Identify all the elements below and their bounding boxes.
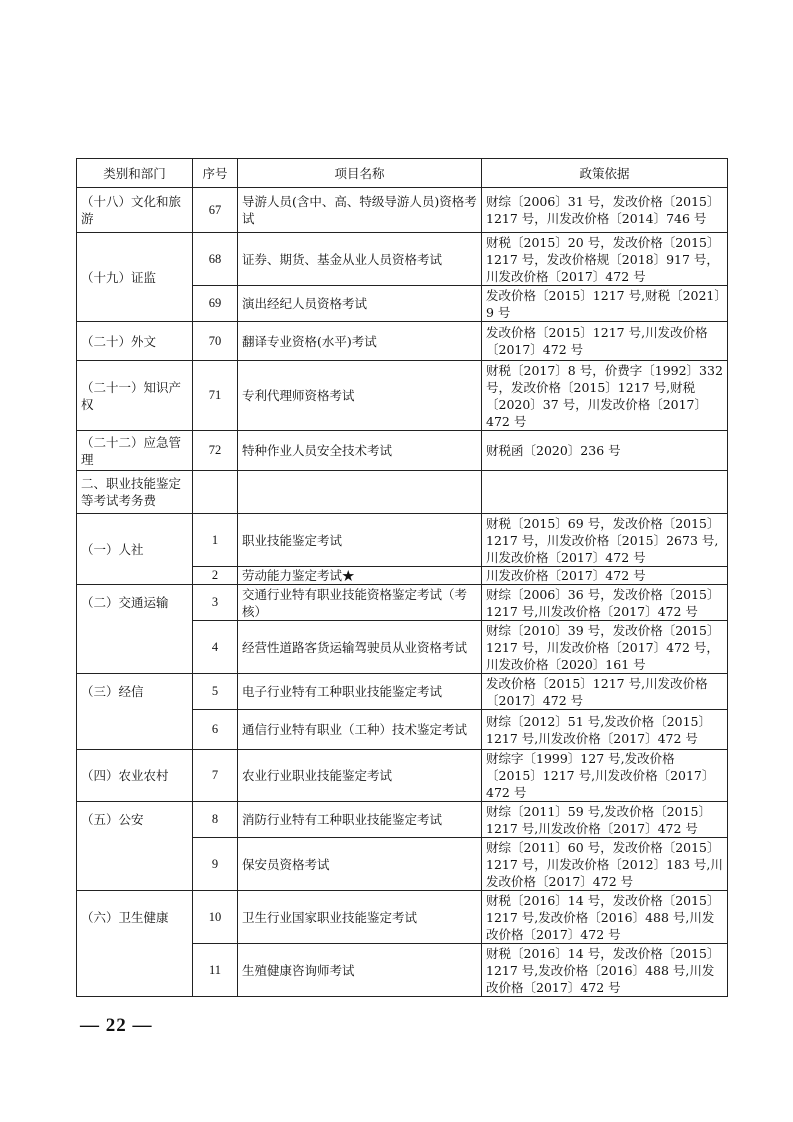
seq-cell: 70 xyxy=(193,322,238,361)
seq-cell: 72 xyxy=(193,431,238,471)
seq-cell: 68 xyxy=(193,233,238,286)
name-cell: 卫生行业国家职业技能鉴定考试 xyxy=(238,891,482,944)
header-category: 类别和部门 xyxy=(77,159,193,188)
basis-cell: 财综〔2012〕51 号,发改价格〔2015〕1217 号,川发改价格〔2017〕472 号 xyxy=(482,710,728,750)
basis-cell: 财综〔2006〕31 号，发改价格〔2015〕1217 号，川发改价格〔2014〕746 号 xyxy=(482,188,728,233)
table-row xyxy=(77,585,728,621)
seq-cell: 11 xyxy=(193,944,238,997)
seq-cell: 7 xyxy=(193,750,238,802)
name-cell: 消防行业特有工种职业技能鉴定考试 xyxy=(238,802,482,838)
name-cell: 经营性道路客货运输驾驶员从业资格考试 xyxy=(238,621,482,674)
seq-cell: 9 xyxy=(193,838,238,891)
basis-cell: 财综〔2011〕59 号,发改价格〔2015〕1217 号,川发改价格〔2017〕472 号 xyxy=(482,802,728,838)
table-row xyxy=(77,750,728,802)
table-row xyxy=(77,802,728,838)
basis-cell: 发改价格〔2015〕1217 号,财税〔2021〕9 号 xyxy=(482,286,728,322)
category-cell: （二十二）应急管理 xyxy=(77,431,193,471)
basis-cell: 财综字〔1999〕127 号,发改价格〔2015〕1217 号,川发改价格〔2017〕472 号 xyxy=(482,750,728,802)
category-cell: （二十）外文 xyxy=(77,322,193,361)
name-cell: 特种作业人员安全技术考试 xyxy=(238,431,482,471)
basis-cell: 财税函〔2020〕236 号 xyxy=(482,431,728,471)
seq-cell: 2 xyxy=(193,567,238,585)
basis-cell: 发改价格〔2015〕1217 号,川发改价格〔2017〕472 号 xyxy=(482,322,728,361)
seq-cell: 6 xyxy=(193,710,238,750)
header-name: 项目名称 xyxy=(238,159,482,188)
basis-cell: 财税〔2016〕14 号，发改价格〔2015〕1217 号,发改价格〔2016〕488 号,川发改价格〔2017〕472 号 xyxy=(482,891,728,944)
category-cell: （二十一）知识产权 xyxy=(77,361,193,431)
basis-cell xyxy=(482,471,728,514)
seq-cell: 71 xyxy=(193,361,238,431)
name-cell: 农业行业职业技能鉴定考试 xyxy=(238,750,482,802)
page-number: — 22 — xyxy=(80,1015,153,1036)
category-cell: （六）卫生健康 xyxy=(77,891,193,997)
name-cell: 职业技能鉴定考试 xyxy=(238,514,482,567)
seq-cell: 3 xyxy=(193,585,238,621)
basis-cell: 财税〔2017〕8 号，价费字〔1992〕332 号，发改价格〔2015〕1217 号,财税〔2020〕37 号，川发改价格〔2017〕472 号 xyxy=(482,361,728,431)
basis-cell: 财税〔2015〕20 号，发改价格〔2015〕1217 号，发改价格规〔2018〕917 号，川发改价格〔2017〕472 号 xyxy=(482,233,728,286)
seq-cell: 8 xyxy=(193,802,238,838)
name-cell: 保安员资格考试 xyxy=(238,838,482,891)
name-cell: 通信行业特有职业（工种）技术鉴定考试 xyxy=(238,710,482,750)
table-row xyxy=(77,188,728,233)
seq-cell: 69 xyxy=(193,286,238,322)
name-cell: 专利代理师资格考试 xyxy=(238,361,482,431)
header-seq: 序号 xyxy=(193,159,238,188)
name-cell: 电子行业特有工种职业技能鉴定考试 xyxy=(238,674,482,710)
category-cell: （三）经信 xyxy=(77,674,193,750)
basis-cell: 财税〔2015〕69 号，发改价格〔2015〕1217 号，川发改价格〔2015〕2673 号,川发改价格〔2017〕472 号 xyxy=(482,514,728,567)
basis-cell: 发改价格〔2015〕1217 号,川发改价格〔2017〕472 号 xyxy=(482,674,728,710)
table-header-row xyxy=(77,159,728,188)
basis-cell: 财税〔2016〕14 号，发改价格〔2015〕1217 号,发改价格〔2016〕488 号,川发改价格〔2017〕472 号 xyxy=(482,944,728,997)
basis-cell: 川发改价格〔2017〕472 号 xyxy=(482,567,728,585)
name-cell: 演出经纪人员资格考试 xyxy=(238,286,482,322)
seq-cell: 4 xyxy=(193,621,238,674)
seq-cell: 1 xyxy=(193,514,238,567)
section-row xyxy=(77,471,728,514)
category-cell: （五）公安 xyxy=(77,802,193,891)
table-row xyxy=(77,233,728,286)
basis-cell: 财综〔2011〕60 号，发改价格〔2015〕1217 号，川发改价格〔2012〕183 号,川发改价格〔2017〕472 号 xyxy=(482,838,728,891)
category-cell: （一）人社 xyxy=(77,514,193,585)
name-cell xyxy=(238,471,482,514)
seq-cell xyxy=(193,471,238,514)
name-cell: 劳动能力鉴定考试★ xyxy=(238,567,482,585)
category-cell: （二）交通运输 xyxy=(77,585,193,674)
category-cell: （四）农业农村 xyxy=(77,750,193,802)
name-cell: 证券、期货、基金从业人员资格考试 xyxy=(238,233,482,286)
table-row xyxy=(77,431,728,471)
table-row xyxy=(77,674,728,710)
table-row xyxy=(77,322,728,361)
header-basis: 政策依据 xyxy=(482,159,728,188)
category-cell: （十八）文化和旅游 xyxy=(77,188,193,233)
basis-cell: 财综〔2010〕39 号，发改价格〔2015〕1217 号，川发改价格〔2017〕472 号，川发改价格〔2020〕161 号 xyxy=(482,621,728,674)
seq-cell: 10 xyxy=(193,891,238,944)
seq-cell: 5 xyxy=(193,674,238,710)
name-cell: 生殖健康咨询师考试 xyxy=(238,944,482,997)
table-row xyxy=(77,361,728,431)
name-cell: 翻译专业资格(水平)考试 xyxy=(238,322,482,361)
name-cell: 交通行业特有职业技能资格鉴定考试（考核） xyxy=(238,585,482,621)
name-cell: 导游人员(含中、高、特级导游人员)资格考试 xyxy=(238,188,482,233)
category-cell: （十九）证监 xyxy=(77,233,193,322)
table-row xyxy=(77,891,728,944)
table-row xyxy=(77,514,728,567)
basis-cell: 财综〔2006〕36 号，发改价格〔2015〕1217 号,川发改价格〔2017〕472 号 xyxy=(482,585,728,621)
fee-table xyxy=(76,158,728,997)
section-title-cell: 二、职业技能鉴定等考试考务费 xyxy=(77,471,193,514)
seq-cell: 67 xyxy=(193,188,238,233)
